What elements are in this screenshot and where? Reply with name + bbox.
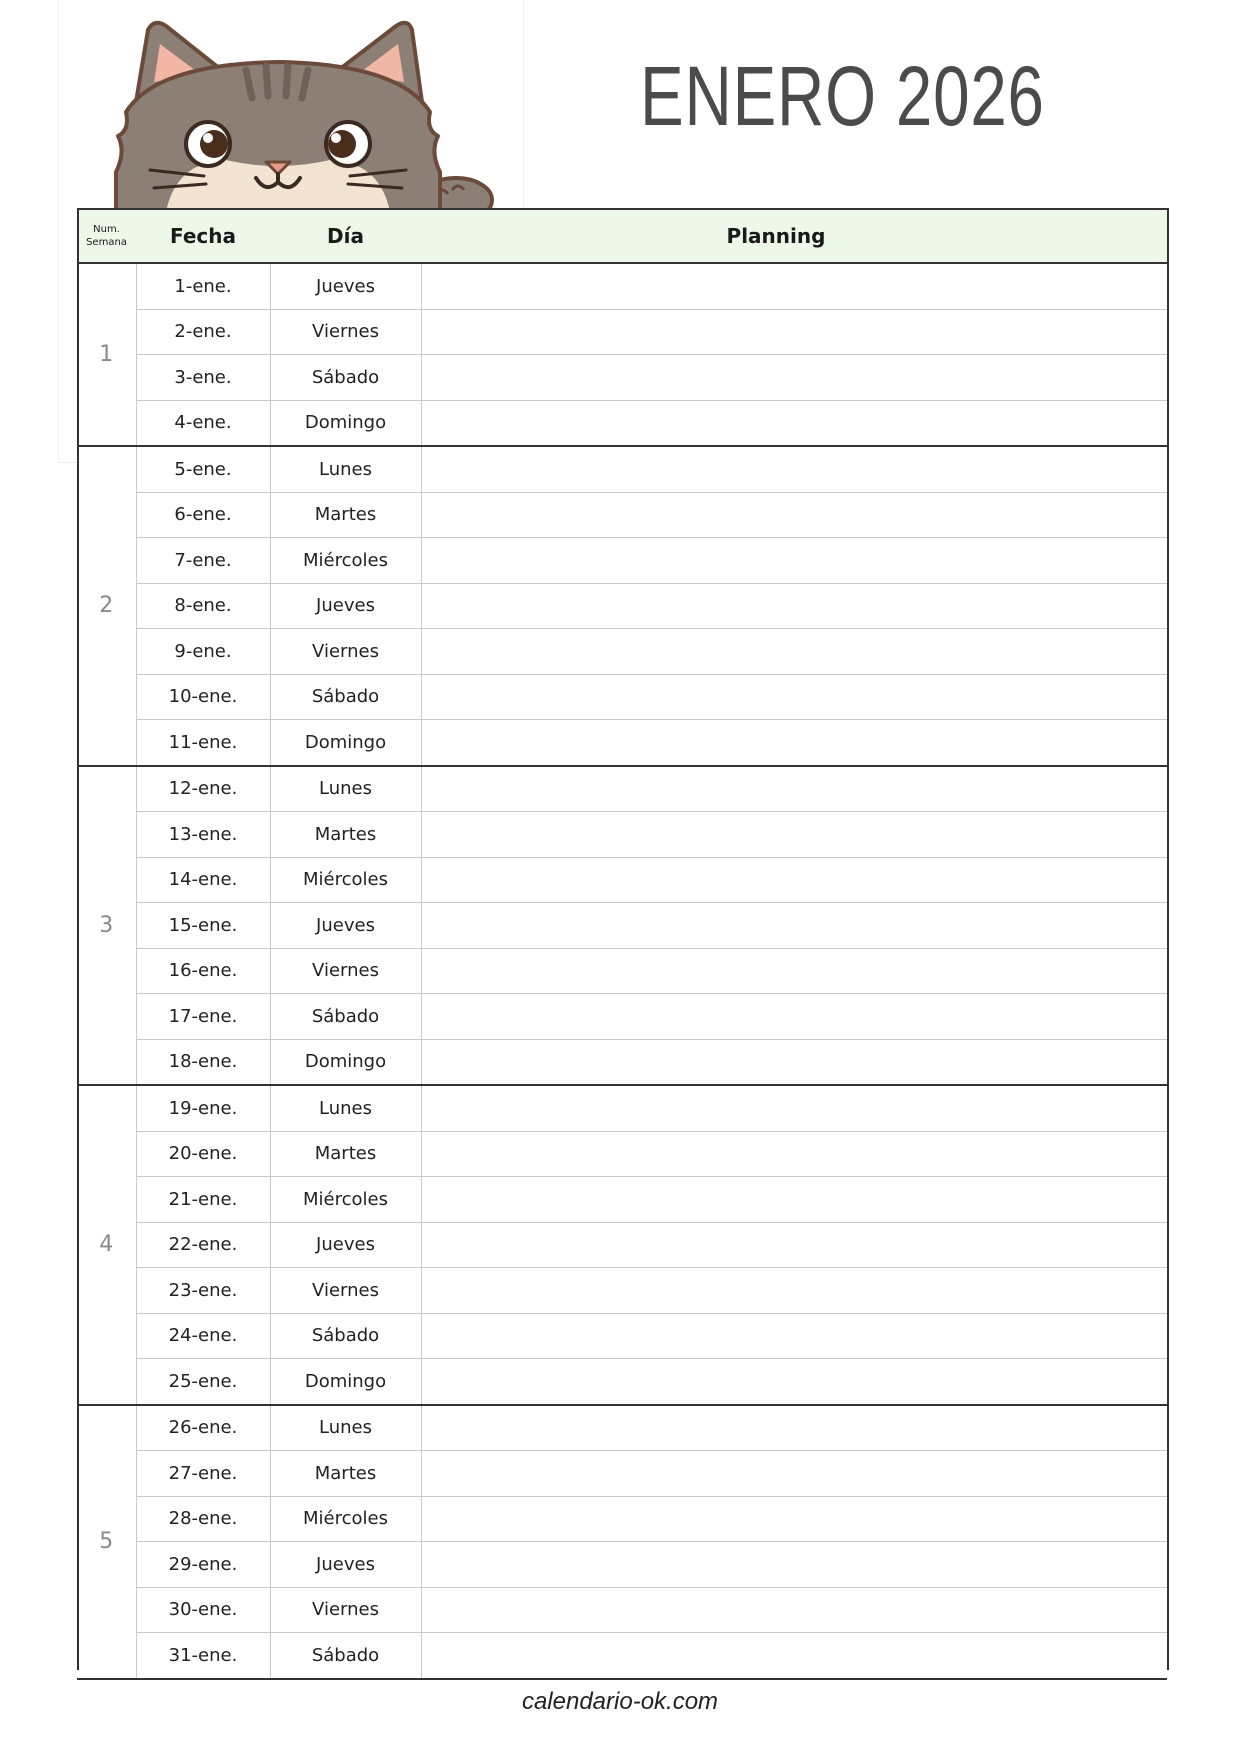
- date-cell: 26-ene.: [136, 1405, 270, 1451]
- planning-cell[interactable]: [421, 583, 1167, 629]
- planning-cell[interactable]: [421, 1587, 1167, 1633]
- day-cell: Viernes: [270, 948, 421, 994]
- date-cell: 15-ene.: [136, 903, 270, 949]
- day-row: [77, 948, 1167, 994]
- day-row: [77, 1177, 1167, 1223]
- date-cell: 14-ene.: [136, 857, 270, 903]
- day-cell: Viernes: [270, 1587, 421, 1633]
- day-row: [77, 1359, 1167, 1405]
- planning-column-header: Planning: [421, 209, 1167, 263]
- planning-cell[interactable]: [421, 994, 1167, 1040]
- cat-illustration-icon: [96, 12, 496, 212]
- day-cell: Sábado: [270, 1313, 421, 1359]
- planning-cell[interactable]: [421, 1268, 1167, 1314]
- week-number-header: [77, 209, 136, 263]
- day-row: [77, 1633, 1167, 1679]
- week-header-line1: Num.: [93, 224, 120, 235]
- day-cell: Martes: [270, 1451, 421, 1497]
- date-cell: 13-ene.: [136, 812, 270, 858]
- date-column-header: Fecha: [136, 209, 270, 263]
- day-row: [77, 492, 1167, 538]
- day-cell: Viernes: [270, 1268, 421, 1314]
- date-cell: 31-ene.: [136, 1633, 270, 1679]
- day-cell: Martes: [270, 492, 421, 538]
- planning-cell[interactable]: [421, 1222, 1167, 1268]
- day-row: [77, 1222, 1167, 1268]
- date-cell: 2-ene.: [136, 309, 270, 355]
- day-cell: Domingo: [270, 400, 421, 446]
- day-row: [77, 1039, 1167, 1085]
- planning-cell[interactable]: [421, 1039, 1167, 1085]
- date-cell: 28-ene.: [136, 1496, 270, 1542]
- day-row: [77, 857, 1167, 903]
- date-cell: 12-ene.: [136, 766, 270, 812]
- planning-cell[interactable]: [421, 309, 1167, 355]
- date-cell: 27-ene.: [136, 1451, 270, 1497]
- date-cell: 29-ene.: [136, 1542, 270, 1588]
- date-cell: 19-ene.: [136, 1085, 270, 1131]
- date-cell: 9-ene.: [136, 629, 270, 675]
- day-row: [77, 309, 1167, 355]
- day-cell: Lunes: [270, 766, 421, 812]
- planning-cell[interactable]: [421, 1359, 1167, 1405]
- day-cell: Domingo: [270, 1039, 421, 1085]
- date-cell: 5-ene.: [136, 446, 270, 492]
- day-row: [77, 720, 1167, 766]
- day-cell: Lunes: [270, 1405, 421, 1451]
- planning-cell[interactable]: [421, 446, 1167, 492]
- day-row: [77, 1313, 1167, 1359]
- week-number: 4: [77, 1085, 136, 1405]
- day-cell: Miércoles: [270, 1177, 421, 1223]
- day-row: [77, 629, 1167, 675]
- day-row: [77, 1451, 1167, 1497]
- day-row: [77, 263, 1167, 309]
- planning-cell[interactable]: [421, 720, 1167, 766]
- date-cell: 23-ene.: [136, 1268, 270, 1314]
- day-cell: Martes: [270, 812, 421, 858]
- day-cell: Domingo: [270, 1359, 421, 1405]
- day-row: [77, 538, 1167, 584]
- day-row: [77, 1085, 1167, 1131]
- week-number: 2: [77, 446, 136, 766]
- planning-cell[interactable]: [421, 1085, 1167, 1131]
- date-cell: 16-ene.: [136, 948, 270, 994]
- planning-cell[interactable]: [421, 492, 1167, 538]
- day-row: [77, 446, 1167, 492]
- date-cell: 6-ene.: [136, 492, 270, 538]
- day-cell: Jueves: [270, 1542, 421, 1588]
- planning-cell[interactable]: [421, 1451, 1167, 1497]
- planning-cell[interactable]: [421, 400, 1167, 446]
- planning-cell[interactable]: [421, 674, 1167, 720]
- day-cell: Miércoles: [270, 1496, 421, 1542]
- day-row: [77, 1268, 1167, 1314]
- planning-cell[interactable]: [421, 812, 1167, 858]
- day-cell: Lunes: [270, 1085, 421, 1131]
- date-cell: 24-ene.: [136, 1313, 270, 1359]
- planning-cell[interactable]: [421, 857, 1167, 903]
- date-cell: 17-ene.: [136, 994, 270, 1040]
- day-cell: Jueves: [270, 903, 421, 949]
- planning-cell[interactable]: [421, 1405, 1167, 1451]
- day-cell: Jueves: [270, 583, 421, 629]
- day-cell: Miércoles: [270, 538, 421, 584]
- day-row: [77, 994, 1167, 1040]
- day-row: [77, 903, 1167, 949]
- page-title: ENERO 2026: [640, 49, 1045, 143]
- day-row: [77, 583, 1167, 629]
- date-cell: 3-ene.: [136, 355, 270, 401]
- planning-cell[interactable]: [421, 948, 1167, 994]
- week-number: 3: [77, 766, 136, 1086]
- day-cell: Jueves: [270, 263, 421, 309]
- planning-cell[interactable]: [421, 766, 1167, 812]
- planning-cell[interactable]: [421, 903, 1167, 949]
- day-row: [77, 400, 1167, 446]
- header-row: [77, 209, 1167, 263]
- day-cell: Sábado: [270, 355, 421, 401]
- date-cell: 8-ene.: [136, 583, 270, 629]
- day-row: [77, 674, 1167, 720]
- day-column-header: Día: [270, 209, 421, 263]
- planning-cell[interactable]: [421, 1131, 1167, 1177]
- day-cell: Viernes: [270, 309, 421, 355]
- day-row: [77, 766, 1167, 812]
- planning-cell[interactable]: [421, 1633, 1167, 1679]
- day-cell: Sábado: [270, 994, 421, 1040]
- day-row: [77, 355, 1167, 401]
- date-cell: 7-ene.: [136, 538, 270, 584]
- week-number: 5: [77, 1405, 136, 1679]
- day-cell: Sábado: [270, 1633, 421, 1679]
- date-cell: 21-ene.: [136, 1177, 270, 1223]
- day-row: [77, 812, 1167, 858]
- planning-cell[interactable]: [421, 1542, 1167, 1588]
- day-cell: Sábado: [270, 674, 421, 720]
- week-number: 1: [77, 263, 136, 446]
- date-cell: 22-ene.: [136, 1222, 270, 1268]
- date-cell: 4-ene.: [136, 400, 270, 446]
- planning-cell[interactable]: [421, 263, 1167, 309]
- date-cell: 10-ene.: [136, 674, 270, 720]
- planning-cell[interactable]: [421, 629, 1167, 675]
- planning-cell[interactable]: [421, 1313, 1167, 1359]
- day-row: [77, 1587, 1167, 1633]
- planning-cell[interactable]: [421, 355, 1167, 401]
- planning-cell[interactable]: [421, 538, 1167, 584]
- day-row: [77, 1496, 1167, 1542]
- day-row: [77, 1542, 1167, 1588]
- date-cell: 18-ene.: [136, 1039, 270, 1085]
- planner-table: [77, 208, 1167, 1680]
- day-cell: Miércoles: [270, 857, 421, 903]
- day-cell: Jueves: [270, 1222, 421, 1268]
- day-cell: Martes: [270, 1131, 421, 1177]
- day-row: [77, 1131, 1167, 1177]
- footer-website: calendario-ok.com: [521, 1688, 719, 1715]
- day-cell: Domingo: [270, 720, 421, 766]
- date-cell: 1-ene.: [136, 263, 270, 309]
- planning-cell[interactable]: [421, 1177, 1167, 1223]
- date-cell: 20-ene.: [136, 1131, 270, 1177]
- day-cell: Viernes: [270, 629, 421, 675]
- planning-cell[interactable]: [421, 1496, 1167, 1542]
- date-cell: 30-ene.: [136, 1587, 270, 1633]
- date-cell: 11-ene.: [136, 720, 270, 766]
- day-cell: Lunes: [270, 446, 421, 492]
- day-row: [77, 1405, 1167, 1451]
- date-cell: 25-ene.: [136, 1359, 270, 1405]
- week-header-line2: Semana: [86, 237, 127, 248]
